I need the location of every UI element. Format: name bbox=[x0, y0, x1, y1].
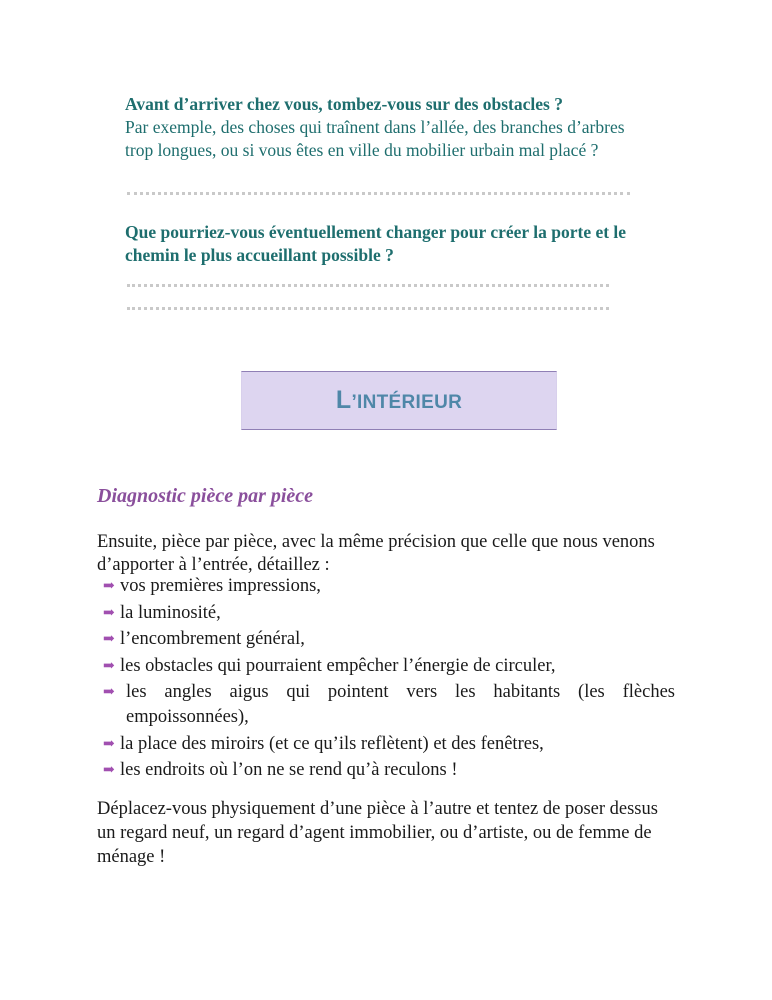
list-item-text: les endroits où l’on ne se rend qu’à reculons ! bbox=[120, 760, 458, 780]
list-item-text: les angles aigus qui pointent vers les habitants (les flèches empoissonnées), bbox=[126, 682, 675, 727]
answer-dotted-line bbox=[127, 307, 609, 310]
list-item bbox=[103, 758, 675, 783]
question-text-line: Par exemple, des choses qui traînent dans l’allée, des branches d’arbres bbox=[125, 117, 625, 137]
list-item-text: la place des miroirs (et ce qu’ils reflètent) et des fenêtres, bbox=[120, 733, 544, 754]
list-item bbox=[103, 601, 675, 626]
diagnostic-list bbox=[103, 574, 675, 785]
diagnostic-subheading: Diagnostic pièce par pièce bbox=[97, 485, 314, 507]
arrow-right-icon: ➡ bbox=[103, 685, 115, 700]
intro-line: d’apporter à l’entrée, détaillez : bbox=[97, 555, 330, 575]
section-header-box bbox=[241, 371, 557, 430]
answer-dotted-line bbox=[127, 284, 609, 287]
arrow-right-icon: ➡ bbox=[103, 763, 115, 778]
arrow-right-icon: ➡ bbox=[103, 736, 115, 752]
answer-dotted-line bbox=[127, 192, 630, 195]
question-heading-obstacles: Avant d’arriver chez vous, tombez-vous sur des obstacles ? bbox=[125, 94, 563, 114]
list-item bbox=[103, 732, 675, 757]
closing-line: ménage ! bbox=[97, 847, 166, 867]
question-heading-line: Que pourriez-vous éventuellement changer pour créer la porte et le bbox=[125, 222, 627, 242]
closing-line: Déplacez-vous physiquement d’une pièce à l’autre et tentez de poser dessus bbox=[97, 799, 658, 819]
section-title-rest: ’INTÉRIEUR bbox=[351, 392, 463, 413]
list-item bbox=[103, 627, 675, 652]
arrow-right-icon: ➡ bbox=[103, 605, 115, 621]
list-item bbox=[103, 654, 675, 679]
list-item-text: la luminosité, bbox=[120, 602, 221, 623]
question-text-line: trop longues, ou si vous êtes en ville du mobilier urbain mal placé ? bbox=[125, 140, 599, 160]
list-item bbox=[103, 680, 675, 730]
list-item-text: l’encombrement général, bbox=[120, 629, 305, 649]
arrow-right-icon: ➡ bbox=[103, 632, 115, 647]
list-item bbox=[103, 574, 675, 599]
list-item-text: vos premières impressions, bbox=[120, 576, 321, 596]
section-title bbox=[336, 386, 462, 415]
question-heading-line: chemin le plus accueillant possible ? bbox=[125, 245, 394, 265]
intro-line: Ensuite, pièce par pièce, avec la même précision que celle que nous venons bbox=[97, 532, 655, 552]
list-item-text: les obstacles qui pourraient empêcher l’énergie de circuler, bbox=[120, 655, 556, 676]
arrow-right-icon: ➡ bbox=[103, 579, 115, 594]
closing-line: un regard neuf, un regard d’agent immobilier, ou d’artiste, ou de femme de bbox=[97, 823, 652, 843]
arrow-right-icon: ➡ bbox=[103, 658, 115, 674]
section-title-initial: L bbox=[335, 386, 352, 414]
